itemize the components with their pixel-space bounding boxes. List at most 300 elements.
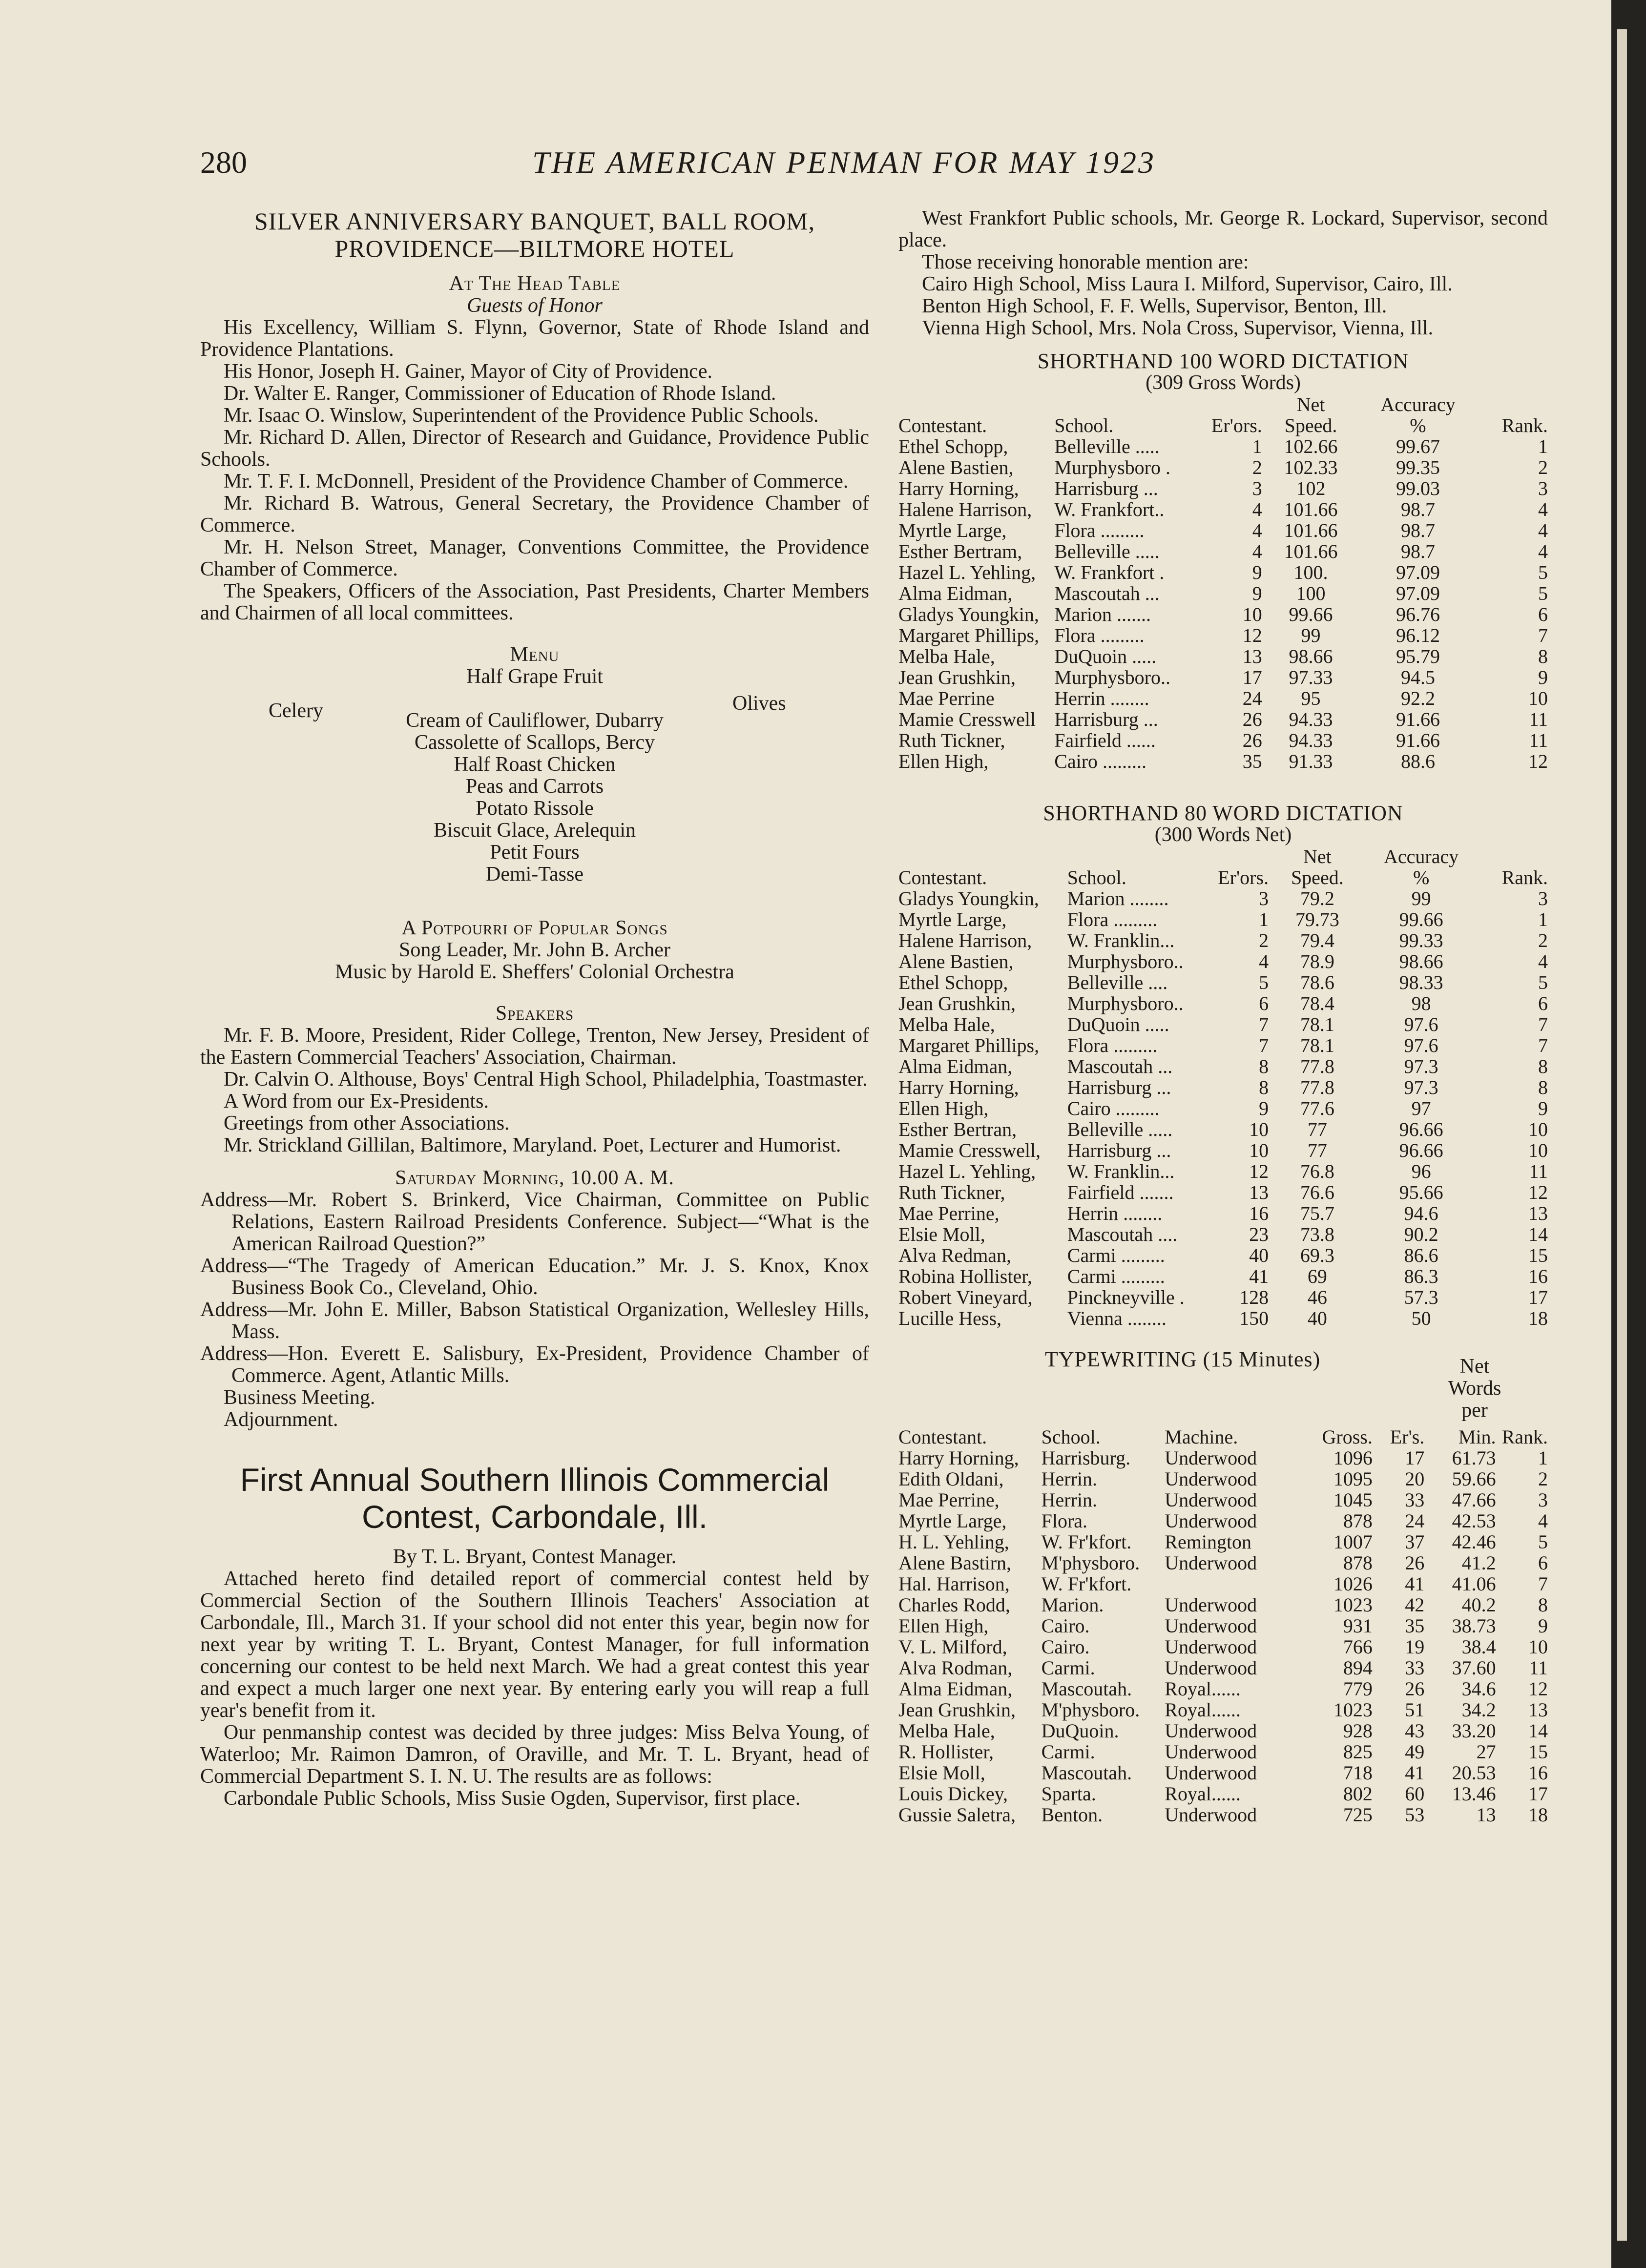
table-cell: 7 (1538, 1013, 1548, 1035)
table-cell: 1023 (1333, 1594, 1373, 1616)
table-cell: Alma Eidman, (898, 582, 1013, 604)
table-cell: 99.35 (1396, 456, 1440, 478)
table-cell: Flora ......... (1054, 519, 1145, 541)
table-cell: 73.8 (1300, 1223, 1334, 1245)
guest-entry: Mr. Isaac O. Winslow, Superintendent of the Providence Public Schools. (224, 404, 819, 427)
column-header: Contestant. (898, 1426, 987, 1448)
mention-paragraph: Cairo High School, Miss Laura I. Milford, Supervisor, Cairo, Ill. (922, 273, 1453, 295)
table-cell: 13 (1249, 1181, 1269, 1203)
table-cell: Alene Bastien, (898, 456, 1014, 478)
table-cell: Harrisburg. (1041, 1447, 1131, 1469)
table-cell: 15 (1528, 1244, 1548, 1266)
table-cell: 97.33 (1289, 666, 1333, 688)
table-row (898, 951, 1548, 972)
table-cell: 779 (1343, 1678, 1373, 1700)
table-row (898, 1804, 1548, 1825)
table-cell: 99.33 (1399, 929, 1443, 951)
table-cell: 13.46 (1452, 1783, 1496, 1805)
table-cell: Robert Vineyard, (898, 1286, 1033, 1308)
table-cell: Alva Redman, (898, 1244, 1012, 1266)
guest-entry: Mr. Richard D. Allen, Director of Research and Guidance, Providence Public Schools. (200, 426, 869, 471)
table-cell: 77.8 (1300, 1076, 1334, 1098)
music: Music by Harold E. Sheffers' Colonial Orchestra (335, 961, 734, 983)
table-cell: 26 (1242, 708, 1262, 730)
table-cell: 38.73 (1452, 1615, 1496, 1637)
column-header (1477, 394, 1548, 415)
table-cell: Ellen High, (898, 750, 989, 772)
column-header (1477, 846, 1548, 867)
table-row (898, 709, 1548, 730)
page-number: 280 (200, 145, 247, 180)
page-edge (1611, 0, 1646, 2268)
table-cell (1165, 1573, 1301, 1594)
table-row (898, 1245, 1548, 1266)
table-cell: 11 (1529, 708, 1548, 730)
table-row (898, 930, 1548, 951)
speaker-entry: Greetings from other Associations. (224, 1112, 510, 1134)
table-cell: 99 (1411, 887, 1431, 909)
table-row (898, 1783, 1548, 1804)
table-cell: Underwood (1165, 1804, 1257, 1826)
table-cell: 2 (1252, 456, 1262, 478)
sh100-title: SHORTHAND 100 WORD DICTATION (1037, 349, 1409, 373)
menu (200, 644, 869, 917)
table-cell: 41.2 (1461, 1552, 1496, 1574)
table-cell: Ruth Tickner, (898, 1181, 1005, 1203)
table-cell: Herrin. (1041, 1489, 1097, 1511)
table-cell: 4 (1252, 498, 1262, 520)
mention-paragraph: Benton High School, F. F. Wells, Supervisor, Benton, Ill. (922, 295, 1387, 317)
column-header: Rank. (1501, 414, 1548, 436)
menu-item: Peas and Carrots (465, 775, 604, 798)
table-row (898, 1531, 1548, 1552)
table-row (898, 625, 1548, 646)
mention-paragraph: West Frankfort Public schools, Mr. George R. Lockard, Supervisor, second place. (898, 207, 1548, 251)
table-cell: 94.6 (1404, 1202, 1438, 1224)
table-cell: Elsie Moll, (898, 1762, 985, 1784)
table-cell: 1095 (1333, 1468, 1373, 1490)
table-cell: Remington (1165, 1531, 1252, 1553)
table-cell: 37.60 (1452, 1657, 1496, 1679)
table-cell: 12 (1528, 1181, 1548, 1203)
table-cell: 5 (1259, 971, 1269, 993)
table-cell: 10 (1249, 1139, 1269, 1161)
table-cell: 1 (1252, 435, 1262, 457)
column-header: Speed. (1291, 866, 1344, 888)
column-header: Net (1303, 845, 1332, 867)
column-header: Er'ors. (1218, 866, 1269, 888)
table-cell: 76.6 (1300, 1181, 1334, 1203)
table-cell: 78.6 (1300, 971, 1334, 993)
table-cell: Herrin. (1041, 1468, 1097, 1490)
sh100-subtitle: (309 Gross Words) (1146, 371, 1301, 394)
table-cell: 1 (1538, 1447, 1548, 1469)
table-cell: Benton. (1041, 1804, 1103, 1826)
table-cell: 725 (1343, 1804, 1373, 1826)
menu-item: Half Grape Fruit (466, 665, 603, 688)
table-cell: 3 (1538, 887, 1548, 909)
table-cell: Alene Bastirn, (898, 1552, 1012, 1574)
table-cell: 97.3 (1404, 1076, 1438, 1098)
guest-entry: Mr. T. F. I. McDonnell, President of the Providence Chamber of Commerce. (224, 470, 849, 493)
table-cell: 9 (1538, 1097, 1548, 1119)
table-cell: Fairfield ....... (1067, 1181, 1174, 1203)
table-cell: 17 (1528, 1286, 1548, 1308)
table-cell: 97.6 (1404, 1013, 1438, 1035)
table-cell: Sparta. (1041, 1783, 1096, 1805)
table-cell: 102.66 (1284, 435, 1338, 457)
table-cell: 6 (1538, 992, 1548, 1014)
menu-items (200, 710, 869, 886)
speakers-list (200, 1025, 869, 1156)
table-cell: 878 (1343, 1552, 1373, 1574)
table-row (898, 499, 1548, 520)
table-cell: 77.6 (1300, 1097, 1334, 1119)
table-row (898, 1615, 1548, 1636)
table-cell: 7 (1538, 624, 1548, 646)
table-cell: 95.66 (1399, 1181, 1443, 1203)
table-cell: 766 (1343, 1636, 1373, 1658)
table-cell: Royal...... (1165, 1783, 1241, 1805)
table-header-row (898, 846, 1548, 867)
menu-item: Cream of Cauliflower, Dubarry (406, 709, 664, 732)
table-cell: 931 (1343, 1615, 1373, 1637)
table-cell: Robina Hollister, (898, 1265, 1032, 1287)
table-cell: Jean Grushkin, (898, 1699, 1016, 1721)
table-cell: 928 (1343, 1720, 1373, 1742)
table-cell: 20.53 (1452, 1762, 1496, 1784)
table-cell: Underwood (1165, 1594, 1257, 1616)
table-cell: 88.6 (1400, 750, 1435, 772)
potpourri: A Potpourri of Popular Songs (401, 917, 668, 939)
table-cell: 12 (1528, 750, 1548, 772)
table-cell: 8 (1538, 645, 1548, 667)
column-header: Net (1296, 393, 1325, 415)
table-cell: Marion ........ (1067, 887, 1169, 909)
table-cell: W. Frankfort.. (1054, 498, 1165, 520)
table-cell: 76.8 (1300, 1160, 1334, 1182)
table-cell: V. L. Milford, (898, 1636, 1007, 1658)
table-cell: Murphysboro.. (1054, 666, 1170, 688)
table-cell: W. Fr'kfort. (1041, 1531, 1132, 1553)
table-cell: Herrin ........ (1054, 687, 1149, 709)
table-cell: 41 (1249, 1265, 1269, 1287)
table-cell: 91.66 (1396, 708, 1440, 730)
table-cell: 20 (1405, 1468, 1425, 1490)
table-cell: 4 (1252, 519, 1262, 541)
table-cell: 79.73 (1295, 908, 1339, 930)
table-row (898, 1203, 1548, 1224)
table-cell: Underwood (1165, 1636, 1257, 1658)
table-row (898, 1266, 1548, 1287)
column-header: Rank. (1501, 1426, 1548, 1448)
table-row (898, 1056, 1548, 1077)
table-header-row (898, 1426, 1548, 1447)
table-cell: 40 (1307, 1307, 1327, 1329)
table-cell: 98.7 (1400, 540, 1435, 562)
head-table-label: At The Head Table (449, 272, 621, 295)
table-row (898, 541, 1548, 562)
table-cell: 51 (1405, 1699, 1425, 1721)
typewriting-net-words (1445, 1356, 1504, 1422)
table-cell: 94.5 (1400, 666, 1435, 688)
table-cell: 12 (1249, 1160, 1269, 1182)
table-cell: 1096 (1333, 1447, 1373, 1469)
table-cell: 3 (1259, 887, 1269, 909)
table-cell: 91.66 (1396, 729, 1440, 751)
table-cell: 5 (1538, 971, 1548, 993)
table-row (898, 1762, 1548, 1783)
table-cell: 7 (1259, 1013, 1269, 1035)
table-cell: 1 (1538, 435, 1548, 457)
table-cell: Carmi. (1041, 1741, 1095, 1763)
table-cell: 4 (1538, 540, 1548, 562)
table-cell: 46 (1307, 1286, 1327, 1308)
table-cell: 17 (1242, 666, 1262, 688)
table-cell: 1 (1538, 908, 1548, 930)
table-cell: 17 (1528, 1783, 1548, 1805)
table-header-row (898, 867, 1548, 888)
table-cell: 95 (1301, 687, 1321, 709)
table-row (898, 1119, 1548, 1140)
table-cell: Hazel L. Yehling, (898, 561, 1036, 583)
table-cell: Royal...... (1165, 1699, 1241, 1721)
table-cell: 718 (1343, 1762, 1373, 1784)
table-cell: M'physboro. (1041, 1699, 1140, 1721)
table-row (898, 1552, 1548, 1573)
table-row (898, 1489, 1548, 1510)
table-cell: Underwood (1165, 1657, 1257, 1679)
column-header (1204, 394, 1262, 415)
table-row (898, 667, 1548, 688)
table-cell: 98 (1411, 992, 1431, 1014)
table-cell: Underwood (1165, 1615, 1257, 1637)
table-cell: Ruth Tickner, (898, 729, 1005, 751)
per-label: per (1461, 1399, 1488, 1422)
table-cell: 14 (1528, 1223, 1548, 1245)
table-cell: 101.66 (1284, 519, 1338, 541)
table-cell: 8 (1259, 1055, 1269, 1077)
table-cell: Cairo. (1041, 1636, 1090, 1658)
column-header: % (1410, 414, 1426, 436)
column-header (1067, 846, 1210, 867)
table-cell: 19 (1405, 1636, 1425, 1658)
table-cell: 150 (1239, 1307, 1269, 1329)
table-cell: Alva Rodman, (898, 1657, 1013, 1679)
table-cell: Melba Hale, (898, 645, 995, 667)
table-row (898, 909, 1548, 930)
table-cell: 98.7 (1400, 519, 1435, 541)
table-cell: Margaret Phillips, (898, 624, 1040, 646)
mention-paragraph: Vienna High School, Mrs. Nola Cross, Supervisor, Vienna, Ill. (922, 317, 1434, 339)
guests-list (200, 317, 869, 624)
column-header: Contestant. (898, 414, 987, 436)
table-cell: 4 (1259, 950, 1269, 972)
table-cell: Herrin ........ (1067, 1202, 1163, 1224)
table-cell: Flora ......... (1054, 624, 1145, 646)
table-cell: 91.33 (1289, 750, 1333, 772)
table-cell: 14 (1528, 1720, 1548, 1742)
table-cell: Myrtle Large, (898, 519, 1007, 541)
table-cell: 8 (1259, 1076, 1269, 1098)
table-cell: Murphysboro.. (1067, 950, 1184, 972)
table-cell: 101.66 (1284, 498, 1338, 520)
column-header: Accuracy (1380, 393, 1456, 415)
typewriting-title: TYPEWRITING (15 Minutes) (1045, 1347, 1321, 1371)
column-header: Rank. (1501, 866, 1548, 888)
table-cell: 10 (1249, 1118, 1269, 1140)
address-entry: Address—Mr. John E. Miller, Babson Statistical Organization, Wellesley Hills, Mass. (200, 1299, 869, 1343)
table-row (898, 562, 1548, 583)
table-cell: Myrtle Large, (898, 908, 1007, 930)
sh80-table (898, 846, 1548, 1329)
table-cell: W. Fr'kfort. (1041, 1573, 1132, 1595)
table-cell: 41 (1405, 1573, 1425, 1595)
table-cell: 11 (1529, 1657, 1548, 1679)
table-row (898, 1224, 1548, 1245)
table-cell: Mascoutah ... (1054, 582, 1160, 604)
table-cell: 96.12 (1396, 624, 1440, 646)
table-row (898, 1161, 1548, 1182)
table-cell: 1007 (1333, 1531, 1373, 1553)
address-entry: Address—Mr. Robert S. Brinkerd, Vice Chairman, Committee on Public Relations, Eastern Railroad Presidents Conference. Subject—“What is the American Railroad Question?” (200, 1189, 869, 1255)
table-cell: 11 (1529, 1160, 1548, 1182)
table-cell: 98.66 (1399, 950, 1443, 972)
table-cell: 35 (1405, 1615, 1425, 1637)
menu-item: Demi-Tasse (486, 863, 583, 886)
table-cell: Murphysboro . (1054, 456, 1170, 478)
table-cell: W. Frankfort . (1054, 561, 1165, 583)
table-cell: 101.66 (1284, 540, 1338, 562)
table-cell: 79.2 (1300, 887, 1334, 909)
table-cell: 61.73 (1452, 1447, 1496, 1469)
column-header: Gross. (1322, 1426, 1373, 1448)
table-row (898, 688, 1548, 709)
column-header: Speed. (1284, 414, 1337, 436)
saturday-heading: Saturday Morning, 10.00 A. M. (395, 1167, 674, 1189)
table-cell: Lucille Hess, (898, 1307, 1002, 1329)
menu-celery: Celery (269, 700, 323, 722)
table-cell: Gladys Youngkin, (898, 887, 1039, 909)
guest-entry: Dr. Walter E. Ranger, Commissioner of Education of Rhode Island. (224, 382, 776, 405)
table-row (898, 604, 1548, 625)
table-cell: 33 (1405, 1657, 1425, 1679)
table-cell: 79.4 (1300, 929, 1334, 951)
table-row (898, 972, 1548, 993)
column-header (1210, 846, 1269, 867)
table-cell: W. Franklin... (1067, 1160, 1175, 1182)
table-cell: 77 (1307, 1139, 1327, 1161)
table-cell: 1 (1259, 908, 1269, 930)
banquet-title-1: SILVER ANNIVERSARY BANQUET, BALL ROOM, (254, 207, 815, 235)
table-cell: Cairo ......... (1054, 750, 1147, 772)
table-row (898, 1182, 1548, 1203)
table-cell: 100 (1296, 582, 1326, 604)
banquet-title-2: PROVIDENCE—BILTMORE HOTEL (334, 235, 735, 262)
table-cell: DuQuoin ..... (1067, 1013, 1169, 1035)
table-cell: Halene Harrison, (898, 929, 1032, 951)
table-cell: 825 (1343, 1741, 1373, 1763)
table-row (898, 1077, 1548, 1098)
table-cell: Melba Hale, (898, 1720, 995, 1742)
table-cell: Harry Horning, (898, 1076, 1019, 1098)
table-cell: 4 (1538, 1510, 1548, 1532)
table-cell: 98.7 (1400, 498, 1435, 520)
table-cell: Belleville ..... (1054, 435, 1160, 457)
address-entry: Address—“The Tragedy of American Education.” Mr. J. S. Knox, Knox Business Book Co., Cleveland, Ohio. (200, 1255, 869, 1299)
menu-item: Half Roast Chicken (454, 753, 616, 776)
table-cell: 1045 (1333, 1489, 1373, 1511)
table-cell: 97.09 (1396, 582, 1440, 604)
table-cell: 90.2 (1404, 1223, 1438, 1245)
column-header (898, 394, 1054, 415)
typewriting-table (898, 1426, 1548, 1825)
table-cell: 97 (1411, 1097, 1431, 1119)
guest-entry: Mr. H. Nelson Street, Manager, Conventions Committee, the Providence Chamber of Commerce. (200, 536, 869, 580)
table-cell: 10 (1528, 1118, 1548, 1140)
table-cell: 18 (1528, 1804, 1548, 1826)
speaker-entry: A Word from our Ex-Presidents. (224, 1090, 489, 1113)
table-cell: 86.6 (1404, 1244, 1438, 1266)
table-row (898, 993, 1548, 1014)
table-cell: 99.66 (1289, 603, 1333, 625)
table-row (898, 751, 1548, 772)
table-cell: Underwood (1165, 1741, 1257, 1763)
song-leader: Song Leader, Mr. John B. Archer (399, 939, 670, 961)
table-cell: Belleville ..... (1054, 540, 1160, 562)
table-cell: Gladys Youngkin, (898, 603, 1039, 625)
contest-title-2: Contest, Carbondale, Ill. (361, 1499, 708, 1535)
guest-entry: His Excellency, William S. Flynn, Governor, State of Rhode Island and Providence Plantations. (200, 316, 869, 361)
column-header: School. (1067, 866, 1126, 888)
table-row (898, 1035, 1548, 1056)
table-cell: 97.6 (1404, 1034, 1438, 1056)
menu-label: Menu (510, 643, 560, 666)
table-cell: R. Hollister, (898, 1741, 994, 1763)
table-cell: Cairo ......... (1067, 1097, 1160, 1119)
table-cell: 41.06 (1452, 1573, 1496, 1595)
table-cell: 5 (1538, 1531, 1548, 1553)
table-cell: Elsie Moll, (898, 1223, 985, 1245)
menu-olives: Olives (732, 692, 786, 715)
byline: By T. L. Bryant, Contest Manager. (393, 1546, 677, 1568)
table-cell: 11 (1529, 729, 1548, 751)
table-cell: 1023 (1333, 1699, 1373, 1721)
table-cell: 53 (1405, 1804, 1425, 1826)
table-cell: Marion. (1041, 1594, 1104, 1616)
table-row (898, 888, 1548, 909)
table-cell: Edith Oldani, (898, 1468, 1004, 1490)
guest-entry: Mr. Richard B. Watrous, General Secretary, the Providence Chamber of Commerce. (200, 492, 869, 536)
menu-item: Petit Fours (490, 841, 580, 864)
table-cell: H. L. Yehling, (898, 1531, 1009, 1553)
table-cell: 6 (1538, 603, 1548, 625)
table-cell: 78.1 (1300, 1034, 1334, 1056)
table-cell: Myrtle Large, (898, 1510, 1007, 1532)
table-cell: Jean Grushkin, (898, 666, 1016, 688)
table-cell: 13 (1476, 1804, 1496, 1826)
table-cell: Charles Rodd, (898, 1594, 1010, 1616)
table-cell: 77 (1307, 1118, 1327, 1140)
sh100-table (898, 394, 1548, 772)
table-cell: Royal...... (1165, 1678, 1241, 1700)
table-cell: Underwood (1165, 1762, 1257, 1784)
table-cell: Underwood (1165, 1489, 1257, 1511)
table-cell: 7 (1259, 1034, 1269, 1056)
table-cell: 3 (1538, 477, 1548, 499)
table-cell: 10 (1528, 1139, 1548, 1161)
contest-title-1: First Annual Southern Illinois Commercial (240, 1462, 830, 1498)
